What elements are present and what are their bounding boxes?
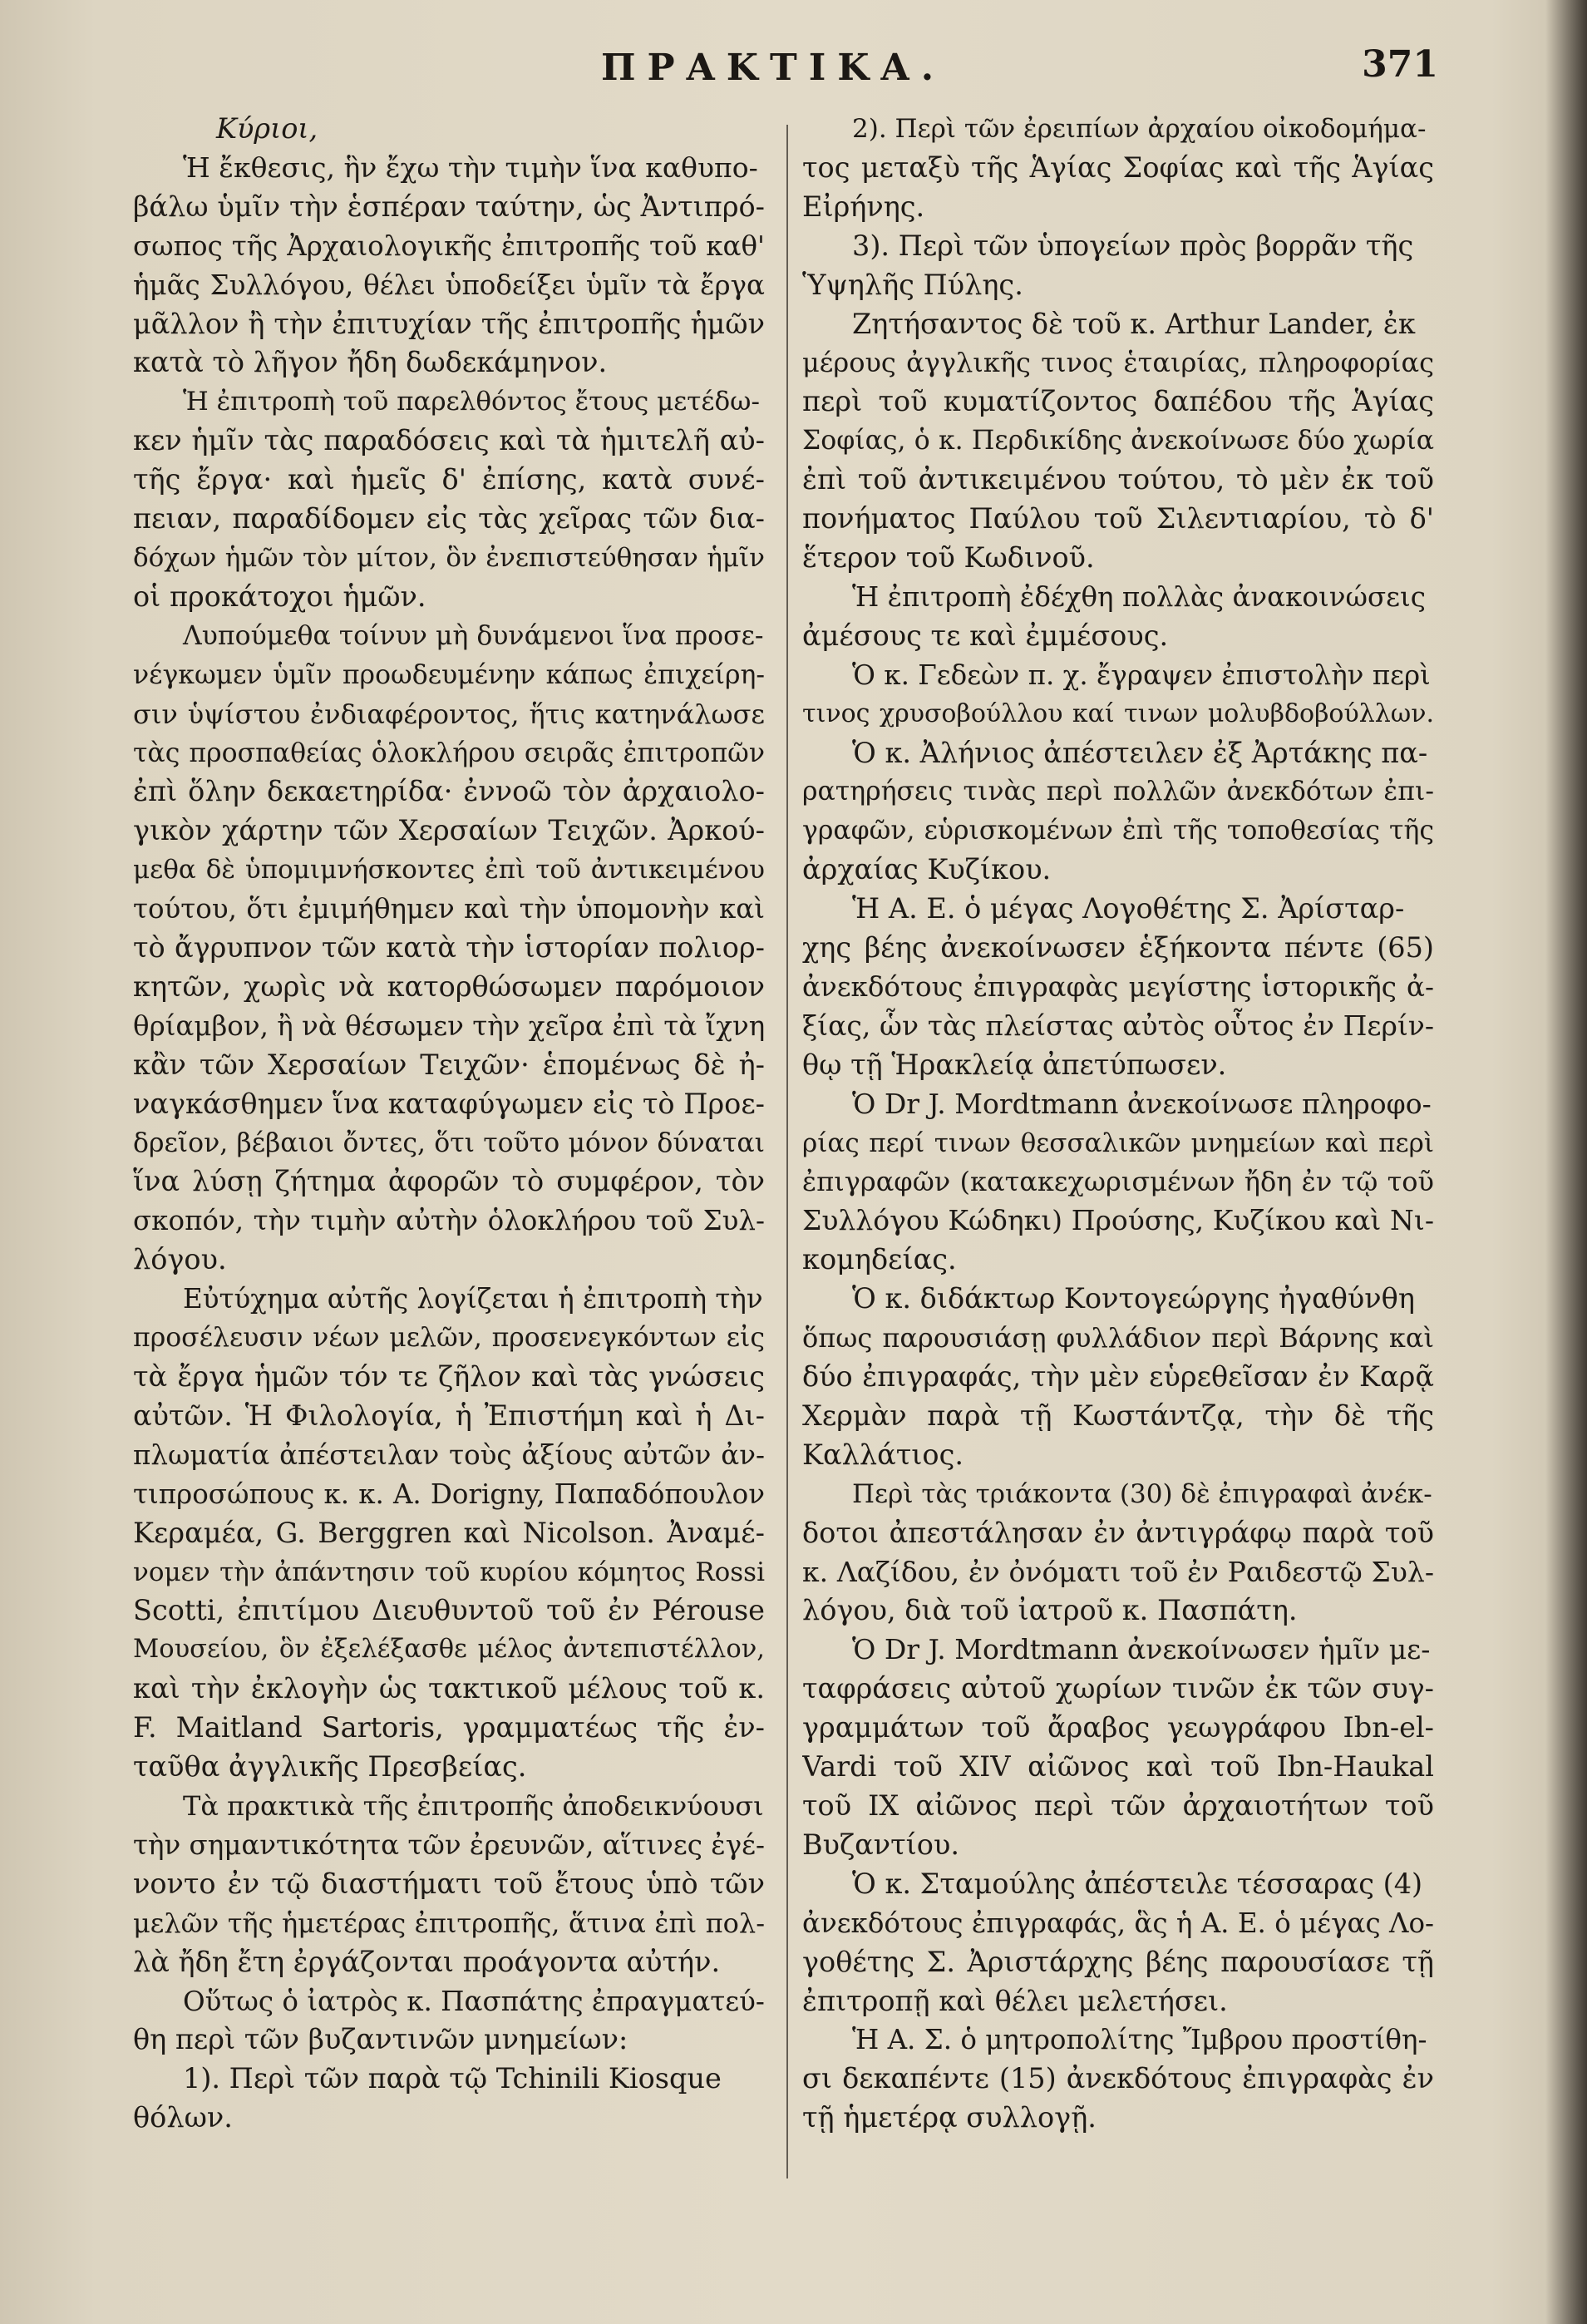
right-text-column — [802, 110, 1434, 2255]
text-line: Ἡ Α. Ε. ὁ μέγας Λογοθέτης Σ. Ἀρίσταρ- — [852, 892, 1405, 925]
text-line: ὅπως παρουσιάσῃ φυλλάδιον περὶ Βάρνης καὶ — [802, 1322, 1434, 1354]
text-line: Χερμὰν παρὰ τῇ Κωστάντζᾳ, τὴν δὲ τῆς — [802, 1399, 1434, 1432]
text-line: πονήματος Παύλου τοῦ Σιλεντιαρίου, τὸ δ' — [802, 502, 1434, 535]
text-line: 3). Περὶ τῶν ὑπογείων πρὸς βορρᾶν τῆς — [852, 229, 1414, 262]
text-line: Ὁ κ. Ἀλήνιος ἀπέστειλεν ἐξ Ἀρτάκης πα- — [852, 736, 1428, 769]
text-line: Vardi τοῦ XIV αἰῶνος καὶ τοῦ Ibn-Haukal — [802, 1750, 1434, 1784]
text-line: F. Maitland Sartoris, γραμματέως τῆς ἐν- — [133, 1711, 765, 1744]
text-line: κἂν τῶν Χερσαίων Τειχῶν· ἑπομένως δὲ ἠ- — [133, 1048, 765, 1081]
page-number: 371 — [1362, 43, 1438, 86]
text-line: Λυπούμεθα τοίνυν μὴ δυνάμενοι ἵνα προσε- — [183, 620, 764, 651]
text-line: ταφράσεις αὐτοῦ χωρίων τινῶν ἐκ τῶν συγ- — [802, 1672, 1434, 1705]
text-line: ἀνεκδότους ἐπιγραφάς, ἃς ἡ Α. Ε. ὁ μέγας Λο- — [802, 1907, 1434, 1939]
text-line: Ὁ Dr J. Mordtmann ἀνεκοίνωσε πληροφο- — [852, 1087, 1432, 1120]
text-line: Ἡ Α. Σ. ὁ μητροπολίτης Ἴμβρου προστίθη- — [852, 2024, 1427, 2056]
text-line: ρατηρήσεις τινὰς περὶ πολλῶν ἀνεκδότων ἐπι- — [802, 777, 1434, 807]
text-line: ἐπὶ ὅλην δεκαετηρίδα· ἐννοῶ τὸν ἀρχαιολο- — [133, 775, 765, 808]
text-line: τῆς ἔργα· καὶ ἡμεῖς δ' ἐπίσης, κατὰ συνέ- — [133, 463, 765, 496]
text-line: ξίας, ὧν τὰς πλείστας αὐτὸς οὗτος ἐν Περίν- — [802, 1009, 1434, 1042]
text-line: τος μεταξὺ τῆς Ἁγίας Σοφίας καὶ τῆς Ἁγίας — [802, 150, 1434, 184]
text-line: κατὰ τὸ λῆγον ἤδη δωδεκάμηνον. — [133, 346, 608, 379]
text-line: νομεν τὴν ἀπάντησιν τοῦ κυρίου κόμητος Rossi — [133, 1557, 765, 1587]
text-line: ἐπὶ τοῦ ἀντικειμένου τούτου, τὸ μὲν ἐκ τοῦ — [802, 463, 1434, 496]
text-line: σι δεκαπέντε (15) ἀνεκδότους ἐπιγραφὰς ἐν — [802, 2062, 1434, 2095]
text-line: μεθα δὲ ὑπομιμνήσκοντες ἐπὶ τοῦ ἀντικειμένου — [133, 855, 765, 886]
left-text-column — [133, 110, 765, 2255]
text-line: μέρους ἀγγλικῆς τινος ἑταιρίας, πληροφορίας — [802, 347, 1434, 379]
text-line: γικὸν χάρτην τῶν Χερσαίων Τειχῶν. Ἀρκού- — [133, 814, 765, 847]
text-line: νέγκωμεν ὑμῖν προωδευμένην κάπως ἐπιχείρη- — [133, 659, 765, 690]
text-line: Ὁ κ. Σταμούλης ἀπέστειλε τέσσαρας (4) — [852, 1867, 1423, 1900]
text-line: προσέλευσιν νέων μελῶν, προσενεγκόντων εἰς — [133, 1323, 765, 1354]
text-line: 1). Περὶ τῶν παρὰ τῷ Tchinili Kiosque — [183, 2062, 722, 2095]
text-line: χης βέης ἀνεκοίνωσεν ἑξήκοντα πέντε (65) — [802, 931, 1434, 965]
text-line: δόχων ἡμῶν τὸν μίτον, ὃν ἐνεπιστεύθησαν ἡμῖν — [133, 542, 765, 573]
text-line: Ἡ ἔκθεσις, ἣν ἔχω τὴν τιμὴν ἵνα καθυπο- — [183, 150, 758, 184]
text-line: ἵνα λύσῃ ζήτημα ἀφορῶν τὸ συμφέρον, τὸν — [133, 1165, 765, 1198]
text-line: μᾶλλον ἢ τὴν ἐπιτυχίαν τῆς ἐπιτροπῆς ἡμῶν — [133, 307, 765, 340]
text-line: ρίας περί τινων θεσσαλικῶν μνημείων καὶ περὶ — [802, 1127, 1434, 1158]
text-line: λὰ ἤδη ἔτη ἐργάζονται προάγοντα αὐτήν. — [133, 1945, 721, 1978]
text-line: θῳ τῇ Ἡρακλείᾳ ἀπετύπωσεν. — [802, 1048, 1227, 1081]
text-line: τούτου, ὅτι ἐμιμήθημεν καὶ τὴν ὑπομονὴν καὶ — [133, 893, 765, 925]
text-line: τὰς προσπαθείας ὁλοκλήρου σειρᾶς ἐπιτροπῶν — [133, 738, 765, 768]
text-line: Ὑψηλῆς Πύλης. — [802, 268, 1023, 301]
text-line: Κύριοι, — [216, 112, 318, 145]
text-line: δύο ἐπιγραφάς, τὴν μὲν εὑρεθεῖσαν ἐν Καρᾷ — [802, 1360, 1434, 1393]
text-line: Κεραμέα, G. Berggren καὶ Nicolson. Ἀναμέ- — [133, 1516, 765, 1549]
text-line: γραφῶν, εὑρισκομένων ἐπὶ τῆς τοποθεσίας τῆς — [802, 816, 1434, 846]
column-divider — [786, 125, 788, 2178]
text-line: τινος χρυσοβούλλου καί τινων μολυβδοβούλλων. — [802, 698, 1434, 728]
text-line: ἡμᾶς Συλλόγου, θέλει ὑποδείξει ὑμῖν τὰ ἔργα — [133, 269, 765, 301]
text-line: τῇ ἡμετέρᾳ συλλογῇ. — [802, 2101, 1097, 2134]
text-line: ἀνεκδότους ἐπιγραφὰς μεγίστης ἱστορικῆς ἀ- — [802, 970, 1434, 1003]
text-line: πλωματία ἀπέστειλαν τοὺς ἀξίους αὐτῶν ἀν- — [133, 1438, 765, 1471]
text-line: δοτοι ἀπεστάλησαν ἐν ἀντιγράφῳ παρὰ τοῦ — [802, 1516, 1434, 1549]
text-line: ἀρχαίας Κυζίκου. — [802, 853, 1052, 886]
text-line: βάλω ὑμῖν τὴν ἑσπέραν ταύτην, ὡς Ἀντιπρό- — [133, 190, 765, 223]
text-line: θη περὶ τῶν βυζαντινῶν μνημείων: — [133, 2023, 628, 2056]
text-line: λόγου. — [133, 1243, 227, 1276]
text-line: Εἰρήνης. — [802, 190, 925, 223]
text-line: τὸ ἄγρυπνον τῶν κατὰ τὴν ἱστορίαν πολιορ- — [133, 931, 765, 965]
running-title: ΠΡΑΚΤΙΚΑ. — [600, 47, 946, 89]
text-line: σκοπόν, τὴν τιμὴν αὐτὴν ὁλοκλήρου τοῦ Συλ- — [133, 1205, 765, 1237]
text-line: Καλλάτιος. — [802, 1438, 964, 1471]
text-line: Συλλόγου Κώδηκι) Προύσης, Κυζίκου καὶ Νι- — [802, 1204, 1434, 1237]
text-line: καὶ τὴν ἐκλογὴν ὡς τακτικοῦ μέλους τοῦ κ. — [133, 1672, 765, 1705]
text-line: δρεῖον, βέβαιοι ὄντες, ὅτι τοῦτο μόνον δύναται — [133, 1127, 765, 1158]
text-line: τὰ ἔργα ἡμῶν τόν τε ζῆλον καὶ τὰς γνώσεις — [133, 1360, 765, 1393]
text-line: τιπροσώπους κ. κ. A. Dorigny, Παπαδόπουλον — [133, 1478, 765, 1510]
text-line: Μουσείου, ὃν ἐξελέξασθε μέλος ἀντεπιστέλλον, — [133, 1635, 765, 1665]
text-line: θρίαμβον, ἢ νὰ θέσωμεν τὴν χεῖρα ἐπὶ τὰ ἴχνη — [133, 1009, 765, 1042]
text-line: μελῶν τῆς ἡμετέρας ἐπιτροπῆς, ἅτινα ἐπὶ πολ- — [133, 1907, 765, 1939]
text-line: κ. Λαζίδου, ἐν ὀνόματι τοῦ ἐν Ραιδεστῷ Συλ- — [802, 1555, 1434, 1588]
text-line: γραμμάτων τοῦ ἄραβος γεωγράφου Ibn-el- — [802, 1711, 1434, 1744]
page-header — [108, 40, 1438, 98]
text-line: λόγου, διὰ τοῦ ἰατροῦ κ. Πασπάτη. — [802, 1594, 1298, 1627]
text-line: πειαν, παραδίδομεν εἰς τὰς χεῖρας τῶν δια- — [133, 502, 765, 535]
text-line: Scotti, ἐπιτίμου Διευθυντοῦ τοῦ ἐν Pérouse — [133, 1594, 765, 1627]
text-line: Ἡ ἐπιτροπὴ τοῦ παρελθόντος ἔτους μετέδω- — [183, 387, 760, 417]
text-line: ἀμέσους τε καὶ ἐμμέσους. — [802, 619, 1169, 652]
text-line: ναγκάσθημεν ἵνα καταφύγωμεν εἰς τὸ Προε- — [133, 1087, 765, 1120]
text-line: Ὁ Dr J. Mordtmann ἀνεκοίνωσεν ἡμῖν με- — [852, 1633, 1431, 1666]
text-line: ἐπιγραφῶν (κατακεχωρισμένων ἤδη ἐν τῷ τοῦ — [802, 1166, 1434, 1198]
text-line: Σοφίας, ὁ κ. Περδικίδης ἀνεκοίνωσε δύο χωρία — [802, 426, 1434, 456]
text-line: Οὕτως ὁ ἰατρὸς κ. Πασπάτης ἐπραγματεύ- — [183, 1985, 765, 2017]
text-line: ἕτερον τοῦ Κωδινοῦ. — [802, 540, 1095, 574]
text-line: κεν ἡμῖν τὰς παραδόσεις καὶ τὰ ἡμιτελῆ αὐ- — [133, 424, 765, 457]
text-line: τοῦ IX αἰῶνος περὶ τῶν ἀρχαιοτήτων τοῦ — [802, 1789, 1434, 1822]
text-line: σιν ὑψίστου ἐνδιαφέροντος, ἥτις κατηνάλωσε — [133, 698, 765, 730]
text-line: Ὁ κ. διδάκτωρ Κοντογεώργης ἠγαθύνθη — [852, 1282, 1415, 1315]
text-line: Ὁ κ. Γεδεὼν π. χ. ἔγραψεν ἐπιστολὴν περὶ — [852, 659, 1431, 691]
text-line: Ζητήσαντος δὲ τοῦ κ. Arthur Lander, ἐκ — [852, 307, 1416, 340]
text-line: 2). Περὶ τῶν ἐρειπίων ἀρχαίου οἰκοδομήμα- — [852, 114, 1427, 144]
text-line: σωπος τῆς Ἀρχαιολογικῆς ἐπιτροπῆς τοῦ καθ' — [133, 229, 765, 262]
text-line: Ἡ ἐπιτροπὴ ἐδέχθη πολλὰς ἀνακοινώσεις — [852, 580, 1426, 613]
text-line: αὐτῶν. Ἡ Φιλολογία, ἡ Ἐπιστήμη καὶ ἡ Δι- — [133, 1399, 765, 1432]
page-edge-shadow — [1545, 0, 1587, 2324]
text-line: Εὐτύχημα αὐτῆς λογίζεται ἡ ἐπιτροπὴ τὴν — [183, 1283, 763, 1315]
text-line: Τὰ πρακτικὰ τῆς ἐπιτροπῆς ἀποδεικνύουσι — [183, 1789, 764, 1822]
text-line: κομηδείας. — [802, 1243, 957, 1276]
text-line: θόλων. — [133, 2101, 233, 2134]
text-line: περὶ τοῦ κυματίζοντος δαπέδου τῆς Ἁγίας — [802, 385, 1434, 418]
text-line: γοθέτης Σ. Ἀριστάρχης βέης παρουσίασε τῇ — [802, 1945, 1434, 1978]
text-line: τὴν σημαντικότητα τῶν ἐρευνῶν, αἵτινες ἐγέ- — [133, 1828, 765, 1861]
text-line: Βυζαντίου. — [802, 1828, 959, 1861]
text-line: ἐπιτροπῇ καὶ θέλει μελετήσει. — [802, 1984, 1228, 2017]
text-line: Περὶ τὰς τριάκοντα (30) δὲ ἐπιγραφαὶ ἀνέκ- — [852, 1478, 1432, 1509]
text-line: κητῶν, χωρὶς νὰ κατορθώσωμεν παρόμοιον — [133, 970, 765, 1003]
text-line: ταῦθα ἀγγλικῆς Πρεσβείας. — [133, 1750, 527, 1784]
text-line: οἱ προκάτοχοι ἡμῶν. — [133, 580, 426, 613]
text-line: νοντο ἐν τῷ διαστήματι τοῦ ἔτους ὑπὸ τῶν — [133, 1867, 765, 1900]
